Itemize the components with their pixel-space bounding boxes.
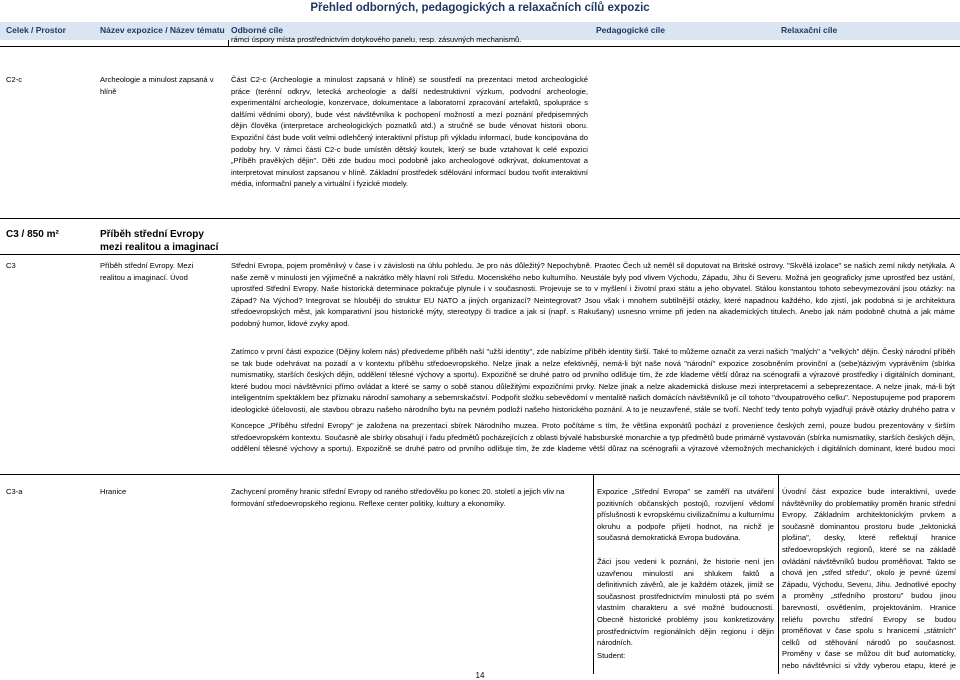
row-relaxation-text: Úvodní část expozice bude interaktivní, uvede návštěvníky do problematiky proměn hranic střední Evropy. Základním architektonickým prvkem a současně dominantou prostoru bude „tektonická plošina", desky, které reflektují hranice středoevropských regionů, které se na základě ovládání návštěvníků budou proměňovat. Takto se chová jen „střed středu", okolo je pevné území Západu, Východu, Severu, Jihu. Jednotlivé epochy a proměny „středního prostoru" budou jinou barevností, osvětlením, projektováním. Hranice reliéfu povrchu střední Evropy se budou proměňovat v čase spolu s hranicemi „státních" celků od stěhování národů po současnost. Proměny v čase se můžou dít buď automaticky, nebo návštěvníci si vždy vyberou etapu, které je bbox=[782, 487, 956, 670]
row-name: Hranice bbox=[100, 487, 127, 496]
row-name: Příběh střední Evropy. Mezi realitou a imaginací. Úvod bbox=[100, 261, 194, 282]
column-border bbox=[228, 40, 229, 46]
row-code: C2-c bbox=[6, 75, 23, 84]
row-expert-paragraph: Koncepce „Příběhu střední Evropy" je založena na prezentaci sbírek Národního muzea. Proto počítáme s tím, že většina exponátů pochází z provenience českých zemí, pouze budou prezentovány v širším středoevropském kontextu. Současně ale sbírky obsahují i řadu předmětů pocházejících z oblasti bývalé habsburské monarchie a typ předmětů bude primárně vystavován (sbírka numismatiky, starších českých dějin, oddělení tělesné výchovy a sportu). Expozičně se druhé patro od prvního odlišuje tím, že zde klademe větší důraz na scénografii a výrazové vžemožných mechanických i digitálních dominant, které budou moci bbox=[231, 421, 955, 454]
header-col-floor: Celek / Prostor bbox=[6, 25, 66, 35]
row-pedagogical-paragraph: Expozice „Střední Evropa" se zaměří na utváření pozitivních občanských postojů, rozvíjení vědomí příslušnosti k evropskému civilizačnímu a kulturnímu okruhu a podpoře přijetí hodnot, na nichž je současná demokratická Evropa budována. bbox=[597, 487, 774, 543]
row-pedagogical-paragraph: Žáci jsou vedeni k poznání, že historie není jen uzavřenou minulostí ani shlukem faktů a definitivních závěrů, ale je každém otázek, jimiž se současnost prostřednictvím minulosti ptá po svém vlastním charakteru a své možné budoucnosti. Obecně historické problémy jsou konkretizovány prostřednictvím regionálních dějin regionu i dějin národních. bbox=[597, 557, 774, 648]
row-name: Archeologie a minulost zapsaná v hlíně bbox=[100, 75, 214, 96]
section-code: C3 / 850 m² bbox=[6, 229, 59, 240]
row-expert-text: Zachycení proměny hranic střední Evropy od raného středověku po konec 20. století a jejich vliv na formování středoevropského regionu. Reflexe center politiky, kultury a ekonomiky. bbox=[231, 487, 565, 508]
header-col-ped: Pedagogické cíle bbox=[596, 25, 665, 35]
row-border bbox=[0, 46, 960, 47]
row-border bbox=[0, 474, 960, 475]
row-border bbox=[0, 218, 960, 219]
carry-over-text: rámci úspory místa prostřednictvím dotykového panelu, resp. zásuvných mechanismů. bbox=[231, 35, 522, 44]
row-expert-paragraph: Střední Evropa, pojem proměnlivý v čase i v závislosti na úhlu pohledu. Je pro nás důležitý? Nepochybně. Praotec Čech už neměl sil doputovat na Britské ostrovy. "Skvělá izolace" se našich zemí nikdy netýkala. A naše země v minulosti jen výjimečně a nakrátko měly hlavní roli Středu. Mocenského nebo kulturního. Neustále byly pod vlivem Východu, Západu, Jihu či Severu. Možná jen geograficky jsme uprostřed bez ustání, uprostřed Střední Evropy. Naše historická determinace pokračuje plynule i v současnosti. Projevuje se to v myšlení i životní praxi státu a jeho obyvatel. Stálou konstantou tohoto sebevymezování jsou otázky: na Západ? Na Východ? Integrovat se hlouběji do struktur EU NATO a jiných organizací? Neintegrovat? Jsou však i mnohem subtilnější otázky, které napadnou každého, kdo zjistí, jak podobná si je architektura středoevropských měst, jak komparativní jsou historické mýty, stereotypy či tradice a jak si (např. s Rakušany) usnesno vrnime při jeden na akademických titulech. Anebo jak nám podobně chutná a jak máme podobný humor, lidové zvyky apod. bbox=[231, 261, 955, 328]
header-col-relax: Relaxační cíle bbox=[781, 25, 838, 35]
row-code: C3-a bbox=[6, 487, 23, 496]
column-border bbox=[778, 474, 779, 674]
row-pedagogical-paragraph: Student: bbox=[597, 651, 626, 660]
row-expert-paragraph: Zatímco v první části expozice (Dějiny kolem nás) předvedeme příběh naší "užší identity", zde nabízíme příběh identity širší. Také to můžeme označit za verzi našich "malých" a "velkých" dějin. Český národní příběh se tak bude odehrávat na pozadí a v kontextu příběhu středoevropského. Nelze jinak a nelze efektivněji, nemá-li být naše nová "národní" expozice zosobněním provinční a (sebe)tázivým vyprávěním (sbírka numismatiky, starších českých dějin, oddělení tělesné výchovy a sportu). Expozičně se druhé patro od prvního odlišuje tím, že zde klademe větší důraz na scénografii a výrazové prostředky i digitálních dominant, které budou moci návštěvníci přímo ovládat a které se samy o sobě stanou důležitými expozičními prvky. Nelze jinak a nelze akademická diskuse mezi interpretacemi a sebeprezentace. A nelze jinak, má-li být inteligentním spektáklem bez příznaku národní samohany a sebemrskačství. Podpořit složku sebevědomí v mentalitě našich domácích návštěvníků je cíl tohoto "dvoupatrového celku". Nepostupujeme pod praporem ideologické účelovosti, ale stavbou obrazu našeho národního bytu na pevném podloží našeho historického poznání. A to je neuzavřené, stále se tvoří. Nechť tedy tento pohyb vyjadřují právě otázky druhého patra v bbox=[231, 347, 955, 414]
document-title: Přehled odborných, pedagogických a relaxačních cílů expozic bbox=[310, 2, 650, 14]
header-col-expert: Odborné cíle bbox=[231, 25, 283, 35]
page-number: 14 bbox=[475, 671, 485, 680]
row-expert-text: Část C2-c (Archeologie a minulost zapsaná v hlíně) se soustředí na prezentaci metod archeologické práce (terénní odkryv, letecká archeologie a další nedestruktivní výzkum, podvodní archeologie, experimentální archeologie, konzervace, dokumentace a laboratorní zpracování artefaktů, spolupráce s dalšími vědními obory), bude vést návštěvníka k pochopení možností a mezí poznání předpisemných dějin člověka (interpretace archeologických poznatků atd.) a stručně se bude věnovat historii oboru. Expoziční část bude volit velmi odlehčený interaktivní přístup při výkladu informací, bude koncipována do podoby hry. V rámci části C2-c bude umístěn dětský koutek, který se bude vztahovat k celé expozici „Příběh pravěkých dějin". Děti zde budou moci podobně jako archeologové odkrývat, dokumentovat a interpretovat minulost zapsanou v hlíně. Základní prostředek sdělování informací budou tvořit interaktivní média, informační panely a virtuální i fyzické modely. bbox=[231, 75, 588, 189]
header-col-name: Název expozice / Název tématu bbox=[100, 25, 225, 35]
row-code: C3 bbox=[6, 261, 16, 270]
column-border bbox=[593, 474, 594, 674]
section-title: Příběh střední Evropy mezi realitou a imaginací bbox=[100, 229, 219, 253]
